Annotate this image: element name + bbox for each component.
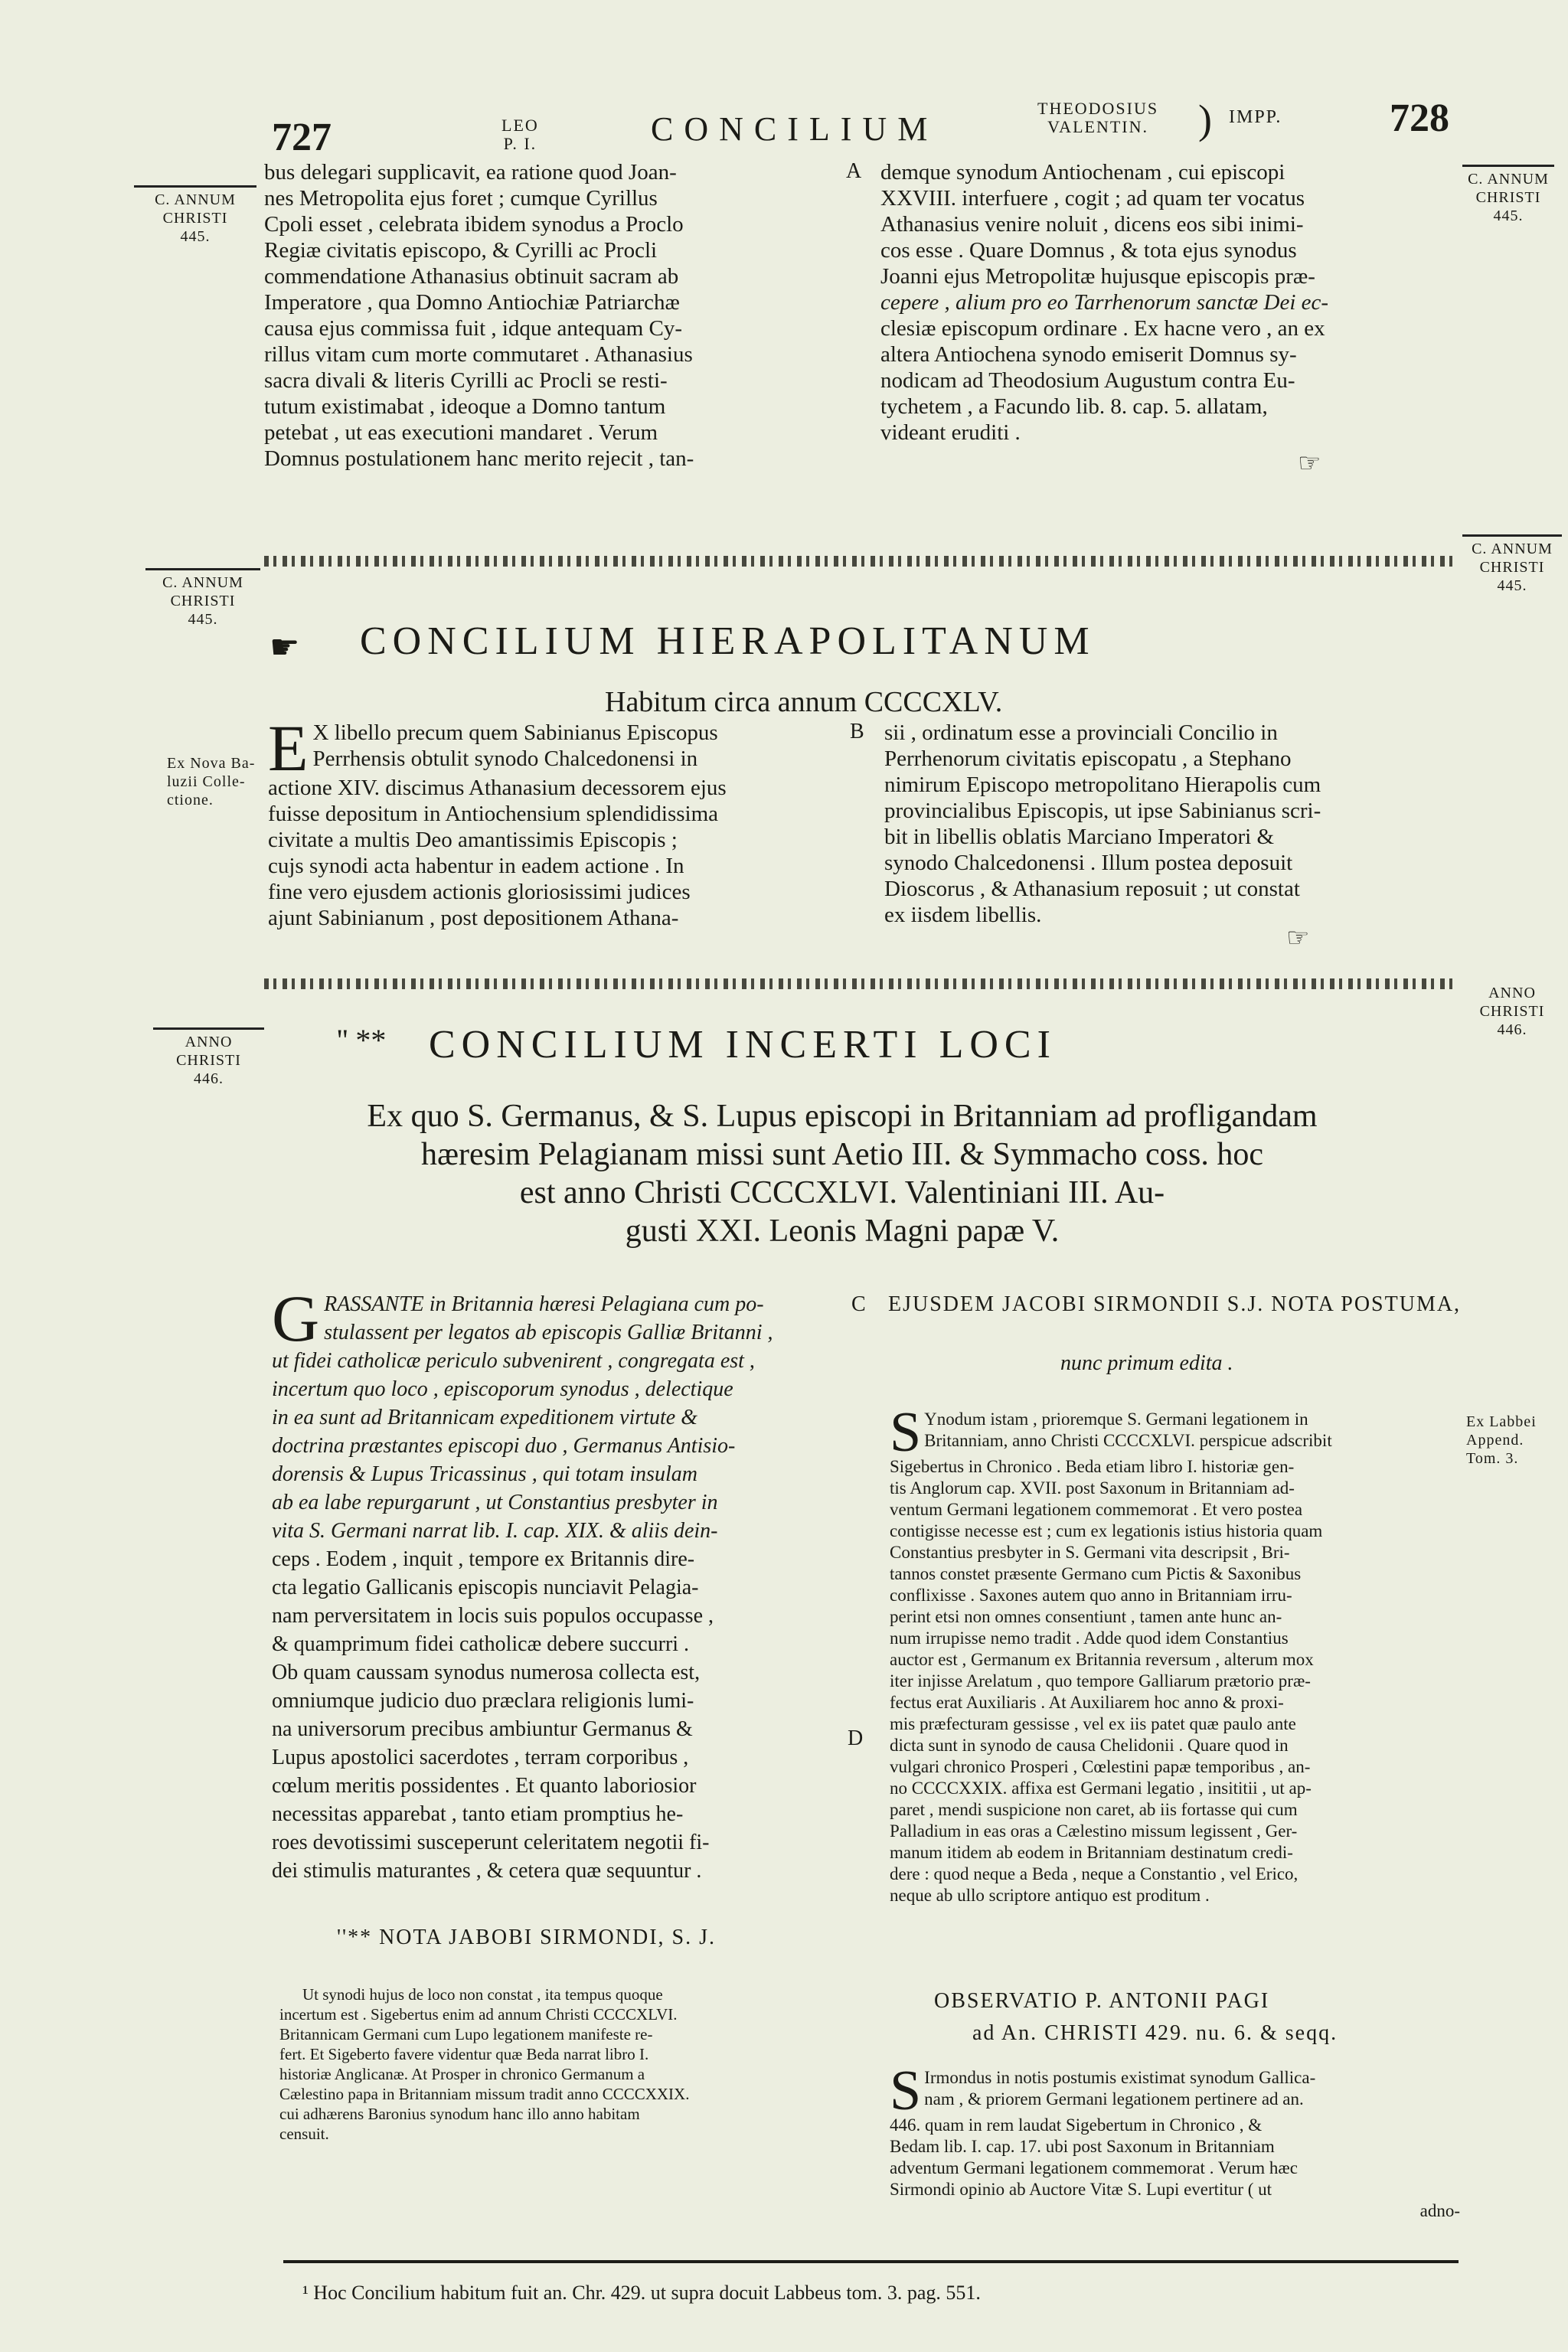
text-line: Ynodum istam , prioremque S. Germani legationem in xyxy=(924,1410,1308,1429)
text-line: Britannicam Germani cum Lupo legationem manifeste re- xyxy=(279,2025,653,2043)
margin-line: Ex Labbei xyxy=(1466,1413,1537,1430)
text-line: sii , ordinatum esse a provinciali Concilio in xyxy=(884,720,1278,745)
margin-line: 446. xyxy=(1497,1021,1527,1038)
text-line: X libello precum quem Sabinianus Episcopus xyxy=(312,720,718,745)
header-brace: ) xyxy=(1198,96,1212,142)
text-line: manum itidem ab eodem in Britanniam destinatum credi- xyxy=(890,1843,1293,1862)
header-title: CONCILIUM xyxy=(651,110,939,148)
header-left-line: P. I. xyxy=(503,134,537,153)
margin-line: 445. xyxy=(1497,577,1527,594)
column-letter-a: A xyxy=(846,159,862,183)
text-line: rillus vitam cum morte commutaret . Athanasius xyxy=(264,342,693,367)
margin-line: CHRISTI xyxy=(1475,189,1541,206)
text-line: cta legatio Gallicanis episcopis nunciavit Pelagia- xyxy=(272,1576,699,1599)
page-number-right: 728 xyxy=(1390,96,1449,140)
text-line: fuisse depositum in Antiochensium splendidissima xyxy=(268,802,719,826)
text-line: clesiæ episcopum ordinare . Ex hacne vero , an ex xyxy=(880,316,1325,341)
text-line: causa ejus commissa fuit , idque antequam Cy- xyxy=(264,316,683,341)
text-line: dei stimulis maturantes , & cetera quæ sequuntur . xyxy=(272,1859,702,1883)
column-letter-b: B xyxy=(850,720,864,743)
margin-year-left xyxy=(153,1027,264,1088)
text-line: roes devotissimi susceperunt celeritatem negotii fi- xyxy=(272,1831,710,1854)
margin-line: CHRISTI xyxy=(170,593,236,609)
section1-left-column xyxy=(264,159,846,472)
margin-line: ANNO xyxy=(1488,985,1536,1001)
text-line: Perrhenorum civitatis episcopatu , a Stephano xyxy=(884,746,1292,771)
nota-postuma-heading: EJUSDEM JACOBI SIRMONDII S.J. NOTA POSTUMA, xyxy=(888,1292,1462,1316)
text-line: iter injisse Arelatum , quo tempore Galliarum prætorio præ- xyxy=(890,1671,1311,1690)
text-line: cepere , alium pro eo Tarrhenorum sanctæ Dei ec- xyxy=(880,290,1329,315)
column-letter-c: C xyxy=(851,1292,866,1316)
text-line: ventum Germani legationem commemorat . Et vero postea xyxy=(890,1500,1303,1519)
text-line: cui adhærens Baronius synodum hanc illo anno habitam xyxy=(279,2105,640,2123)
text-line: & quamprimum fidei catholicæ debere succurri . xyxy=(272,1632,690,1656)
text-line: perint etsi non omnes consentiunt , tamen ante hunc an- xyxy=(890,1607,1282,1626)
text-line: Domnus postulationem hanc merito rejecit , tan- xyxy=(264,446,694,471)
section1-right-column xyxy=(880,159,1462,446)
header-left-line: LEO xyxy=(501,116,539,135)
margin-year-right xyxy=(1462,534,1562,595)
drop-capital: S xyxy=(890,1401,922,1464)
text-line: altera Antiochena synodo emiserit Domnus sy- xyxy=(880,342,1297,367)
nota-postuma-subtitle: nunc primum edita . xyxy=(1060,1351,1233,1375)
pointing-hand-icon: ☞ xyxy=(1298,449,1321,478)
margin-line: CHRISTI xyxy=(1479,1003,1545,1020)
column-letter-d: D xyxy=(848,1726,864,1750)
text-line: nimirum Episcopo metropolitano Hierapolis cum xyxy=(884,773,1321,797)
footnote: ¹ Hoc Concilium habitum fuit an. Chr. 429. ut supra docuit Labbeus tom. 3. pag. 551. xyxy=(302,2282,981,2304)
text-line: bit in libellis oblatis Marciano Imperatori & xyxy=(884,825,1275,849)
text-line: Imperatore , qua Domno Antiochiæ Patriarchæ xyxy=(264,290,680,315)
text-line: Athanasius venire noluit , dicens eos sibi inimi- xyxy=(880,212,1304,237)
text-line: ut fidei catholicæ periculo subvenirent , congregata est , xyxy=(272,1349,755,1373)
text-line: cujs synodi acta habentur in eadem actione . In xyxy=(268,854,684,878)
margin-line: ANNO xyxy=(185,1034,233,1050)
text-line: doctrina præstantes episcopi duo , Germanus Antisio- xyxy=(272,1434,736,1458)
margin-line: C. ANNUM xyxy=(155,191,236,208)
text-line: contigisse necesse est ; cum ex legationis istius historia quam xyxy=(890,1521,1323,1540)
margin-year-left xyxy=(145,568,260,629)
nota-text xyxy=(279,1984,842,2144)
margin-line: C. ANNUM xyxy=(1468,171,1549,188)
text-line: commendatione Athanasius obtinuit sacram ab xyxy=(264,264,679,289)
observatio-text xyxy=(890,2060,1460,2222)
text-line: ceps . Eodem , inquit , tempore ex Britannis dire- xyxy=(272,1547,695,1571)
text-line: fine vero ejusdem actionis gloriosissimi judices xyxy=(268,880,691,904)
text-line: incertum est . Sigebertus enim ad annum Christi CCCCXLVI. xyxy=(279,2005,678,2024)
text-line: bus delegari supplicavit, ea ratione quod Joan- xyxy=(264,160,677,185)
section3-left-column xyxy=(272,1282,842,1885)
margin-line: luzii Colle- xyxy=(167,773,246,790)
text-line: nodicam ad Theodosium Augustum contra Eu- xyxy=(880,368,1295,393)
text-line: omniumque judicio duo præclara religionis lumi- xyxy=(272,1689,694,1713)
text-line: demque synodum Antiochenam , cui episcopi xyxy=(880,160,1285,185)
text-line: Joanni ejus Metropolitæ hujusque episcopis præ- xyxy=(880,264,1315,289)
text-line: conflixisse . Saxones autem quo anno in Britanniam irru- xyxy=(890,1586,1292,1605)
text-line: adventum Germani legationem commemorat . Verum hæc xyxy=(890,2158,1298,2177)
text-line: no CCCCXXIX. affixa est Germani legatio , insititii , ut ap- xyxy=(890,1779,1312,1798)
text-line: civitate a multis Deo amantissimis Episcopis ; xyxy=(268,828,678,852)
drop-capital: S xyxy=(890,2060,922,2122)
margin-year-right xyxy=(1462,165,1554,225)
text-line: Ob quam caussam synodus numerosa collecta est, xyxy=(272,1661,701,1684)
text-line: historiæ Anglicanæ. At Prosper in chronico Germanum a xyxy=(279,2065,645,2083)
text-line: XXVIII. interfuere , cogit ; ad quam ter vocatus xyxy=(880,186,1305,211)
page-number-left: 727 xyxy=(272,116,332,159)
nota-heading: ''** NOTA JABOBI SIRMONDI, S. J. xyxy=(337,1926,717,1949)
observatio-subheading: ad An. CHRISTI 429. nu. 6. & seqq. xyxy=(972,2021,1338,2045)
header-right-line: THEODOSIUS xyxy=(1037,99,1159,118)
section-title: CONCILIUM INCERTI LOCI xyxy=(429,1023,1057,1067)
text-line: videant eruditi . xyxy=(880,420,1021,445)
text-line: paret , mendi suspicione non caret, ab iis fortasse qui cum xyxy=(890,1800,1298,1819)
text-line: RASSANTE in Britannia hæresi Pelagiana cum po- xyxy=(324,1292,764,1316)
margin-source-note xyxy=(1466,1413,1558,1468)
pointing-hand-icon: ☛ xyxy=(270,629,300,666)
section2-right-column xyxy=(884,720,1466,928)
text-line: Perrhensis obtulit synodo Chalcedonensi in xyxy=(312,746,698,771)
text-line: ajunt Sabinianum , post depositionem Athana- xyxy=(268,906,679,930)
heading-line: est anno Christi CCCCXLVI. Valentiniani III. Au- xyxy=(519,1175,1165,1210)
margin-line: CHRISTI xyxy=(162,210,228,227)
text-line: Sigebertus in Chronico . Beda etiam libro I. historiæ gen- xyxy=(890,1457,1295,1476)
margin-year-left xyxy=(134,185,256,246)
header-left-small xyxy=(501,116,539,153)
margin-line: CHRISTI xyxy=(176,1052,241,1069)
text-line: fert. Et Sigeberto favere videntur quæ Beda narrat libro I. xyxy=(279,2045,649,2063)
heading-line: hæresim Pelagianam missi sunt Aetio III. & Symmacho coss. hoc xyxy=(420,1137,1264,1172)
text-line: dicta sunt in synodo de causa Chelidonii . Quare quod in xyxy=(890,1736,1289,1755)
drop-capital: E xyxy=(268,711,309,785)
text-line: Irmondus in notis postumis existimat synodum Gallica- xyxy=(924,2068,1316,2087)
text-line: sacra divali & literis Cyrilli ac Procli se resti- xyxy=(264,368,668,393)
text-line: mis præfecturam gessisse , vel ex iis patet quæ paulo ante xyxy=(890,1714,1296,1733)
text-line: neque ab ullo scriptore antiquo est proditum . xyxy=(890,1886,1210,1905)
footnote-rule xyxy=(283,2260,1459,2263)
section-heading xyxy=(230,1097,1455,1250)
section-subtitle: Habitum circa annum CCCCXLV. xyxy=(605,686,1003,718)
text-line: provincialibus Episcopis, ut ipse Sabinianus scri- xyxy=(884,799,1321,823)
text-line: censuit. xyxy=(279,2125,329,2143)
heading-line: Ex quo S. Germanus, & S. Lupus episcopi in Britanniam ad profligandam xyxy=(367,1099,1318,1134)
text-line: necessitas apparebat , tanto etiam promptius he- xyxy=(272,1802,684,1826)
text-line: ex iisdem libellis. xyxy=(884,903,1042,927)
text-line: vulgari chronico Prosperi , Cœlestini papæ temporibus , an- xyxy=(890,1757,1311,1776)
text-line: Regiæ civitatis episcopo, & Cyrilli ac Procli xyxy=(264,238,658,263)
text-line: dere : quod neque a Beda , neque a Constantio , vel Erico, xyxy=(890,1864,1298,1883)
text-line: Bedam lib. I. cap. 17. ubi post Saxonum in Britanniam xyxy=(890,2137,1275,2156)
text-line: num irrupisse nemo tradit . Adde quod idem Constantius xyxy=(890,1628,1289,1648)
text-line: tannos constet præsente Germano cum Pictis & Saxonibus xyxy=(890,1564,1302,1583)
text-line: 446. quam in rem laudat Sigebertum in Chronico , & xyxy=(890,2115,1263,2135)
text-line: synodo Chalcedonensi . Illum postea deposuit xyxy=(884,851,1293,875)
text-line: actione XIV. discimus Athanasium decessorem ejus xyxy=(268,776,727,800)
margin-source-note xyxy=(167,754,263,809)
text-line: Britanniam, anno Christi CCCCXLVI. perspicue adscribit xyxy=(924,1431,1332,1450)
header-right-small xyxy=(1037,100,1158,136)
margin-line: 446. xyxy=(194,1070,224,1087)
section-title: CONCILIUM HIERAPOLITANUM xyxy=(360,619,1096,663)
margin-line: C. ANNUM xyxy=(162,574,243,591)
margin-line: ctione. xyxy=(167,792,214,808)
title-prefix-marks: '' ** xyxy=(337,1023,387,1057)
margin-line: 445. xyxy=(188,611,218,628)
text-line: ab ea labe repurgarunt , ut Constantius presbyter in xyxy=(272,1491,718,1514)
text-line: Cælestino papa in Britanniam missum tradit anno CCCCXXIX. xyxy=(279,2085,690,2103)
text-line: petebat , ut eas executioni mandaret . Verum xyxy=(264,420,658,445)
heading-line: gusti XXI. Leonis Magni papæ V. xyxy=(625,1214,1060,1249)
section2-left-column xyxy=(268,711,842,931)
text-line: Constantius presbyter in S. Germani vita descripsit , Bri- xyxy=(890,1543,1290,1562)
ornamental-rule xyxy=(264,556,1459,567)
margin-line: C. ANNUM xyxy=(1472,541,1553,557)
text-line: auctor est , Germanum ex Britannia reversum , alterum mox xyxy=(890,1650,1314,1669)
text-line: nam perversitatem in locis suis populos occupasse , xyxy=(272,1604,714,1628)
text-line: incertum quo loco , episcoporum synodus , delectique xyxy=(272,1377,733,1401)
text-line: fectus erat Auxiliaris . At Auxiliarem hoc anno & proxi- xyxy=(890,1693,1284,1712)
text-line: nam , & priorem Germani legationem pertinere ad an. xyxy=(924,2089,1304,2109)
margin-year-right xyxy=(1466,984,1558,1039)
text-line: Lupus apostolici sacerdotes , terram corporibus , xyxy=(272,1746,689,1769)
text-line: dorensis & Lupus Tricassinus , qui totam insulam xyxy=(272,1462,697,1486)
text-line: Dioscorus , & Athanasium reposuit ; ut constat xyxy=(884,877,1300,901)
text-line: tychetem , a Facundo lib. 8. cap. 5. allatam, xyxy=(880,394,1268,419)
text-line: stulassent per legatos ab episcopis Galliæ Britanni , xyxy=(324,1321,773,1344)
text-line: cœlum meritis possidentes . Et quanto laboriosior xyxy=(272,1774,697,1798)
margin-line: Append. xyxy=(1466,1432,1524,1449)
text-line: Cpoli esset , celebrata ibidem synodus a Proclo xyxy=(264,212,684,237)
header-impp: IMPP. xyxy=(1229,107,1282,127)
margin-line: 445. xyxy=(180,228,211,245)
text-line: Ut synodi hujus de loco non constat , ita tempus quoque xyxy=(302,1985,663,2004)
margin-line: CHRISTI xyxy=(1479,559,1545,576)
text-line: tutum existimabat , ideoque a Domno tantum xyxy=(264,394,666,419)
margin-line: Ex Nova Ba- xyxy=(167,755,256,772)
text-line: adno- xyxy=(1419,2201,1460,2220)
text-line: vita S. Germani narrat lib. I. cap. XIX. & aliis dein- xyxy=(272,1519,718,1543)
text-line: na universorum precibus ambiuntur Germanus & xyxy=(272,1717,693,1741)
drop-capital: G xyxy=(272,1282,320,1355)
ornamental-rule xyxy=(264,978,1459,989)
margin-line: 445. xyxy=(1493,207,1524,224)
nota-postuma-text xyxy=(890,1401,1460,1906)
text-line: Palladium in eas oras a Cælestino missum legissent , Ger- xyxy=(890,1821,1298,1841)
margin-line: Tom. 3. xyxy=(1466,1450,1519,1467)
text-line: Sirmondi opinio ab Auctore Vitæ S. Lupi evertitur ( ut xyxy=(890,2180,1272,2199)
text-line: tis Anglorum cap. XVII. post Saxonum in Britanniam ad- xyxy=(890,1478,1295,1498)
text-line: nes Metropolita ejus foret ; cumque Cyrillus xyxy=(264,186,658,211)
header-right-line: VALENTIN. xyxy=(1047,117,1148,136)
text-line: in ea sunt ad Britannicam expeditionem virtute & xyxy=(272,1406,698,1429)
pointing-hand-icon: ☞ xyxy=(1286,924,1310,952)
text-line: cos esse . Quare Domnus , & tota ejus synodus xyxy=(880,238,1297,263)
observatio-heading: OBSERVATIO P. ANTONII PAGI xyxy=(934,1989,1270,2013)
